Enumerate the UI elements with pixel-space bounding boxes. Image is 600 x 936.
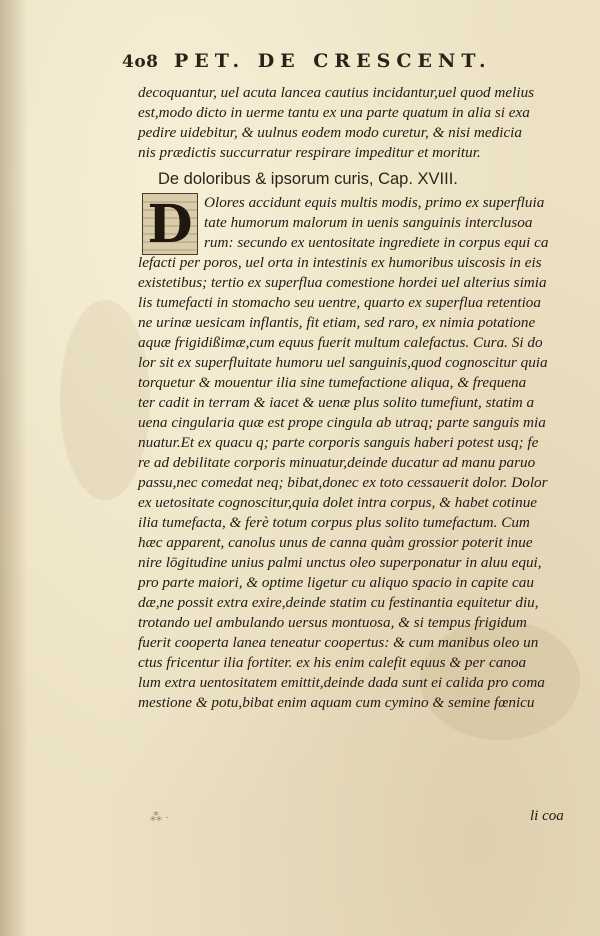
body-paragraph <box>138 253 596 713</box>
running-title: PET. DE CRESCENT. <box>174 50 492 72</box>
text-line: passu,nec comedat neq; bibat,donec ex toto cessauerit dolor. Dolor <box>138 474 548 491</box>
running-head <box>122 50 492 76</box>
catchword: li coa <box>530 808 564 824</box>
text-line: dæ,ne possit extra exire,deinde statim cu festinantia equitetur diu, <box>138 594 539 611</box>
text-line: re ad debilitate corporis minuatur,deinde ducatur ad manu paruo <box>138 454 536 471</box>
text-line: ilia tumefacta, & ferè totum corpus plus solito tumefactum. Cum <box>138 514 530 531</box>
text-line: hæc apparent, canolus unus de canna quàm grossior poterit inue <box>138 534 533 551</box>
text-line: fuerit cooperta lanea teneatur coopertus: & cum manibus oleo un <box>138 634 539 651</box>
printer-mark: ⁂ · <box>150 810 169 824</box>
text-line: ter cadit in terram & iacet & uenæ plus solito tumefiunt, statim a <box>138 394 535 411</box>
text-line: torquetur & mouentur ilia sine tumefactione aliqua, & frequena <box>138 374 527 391</box>
text-line: nire lōgitudine unius palmi unctus oleo superponatur in aluu equi, <box>138 554 542 571</box>
text-line: pro parte maiori, & optime ligetur cu aliquo spacio in capite cau <box>138 574 534 591</box>
text-line: nuatur.Et ex quacu q; parte corporis sanguis haberi potest usq; fe <box>138 434 539 451</box>
text-line: existetibus; tertio ex superflua comestione hordei uel alterius simia <box>138 274 547 291</box>
top-paragraph <box>138 83 590 163</box>
text-line: pedire uidebitur, & uulnus eodem modo curetur, & nisi medicia <box>138 124 522 141</box>
text-line: est,modo dicto in uerme tantu ex una parte quatum in alia si exa <box>138 104 530 121</box>
text-line: ne urinæ uesicam inflantis, fit etiam, sed raro, ex nimia potatione <box>138 314 536 331</box>
page-number: 4o8 <box>122 52 159 72</box>
text-line: nis prædictis succurratur respirare impeditur et moritur. <box>138 144 481 161</box>
text-line: uena cingularia quæ est prope cingula ab utraq; parte sanguis mia <box>138 414 546 431</box>
text-line: tate humorum malorum in uenis sanguinis interclusoa <box>204 214 533 231</box>
drop-cap-letter: D <box>147 194 193 255</box>
text-line: decoquantur, uel acuta lancea cautius incidantur,uel quod melius <box>138 84 535 101</box>
text-line: rum: secundo ex uentositate ingrediete in corpus equi ca <box>204 234 549 251</box>
text-line: mestione & potu,bibat enim aquam cum cymino & semine fœnicu <box>138 694 535 711</box>
text-line: lefacti per poros, uel orta in intestinis ex humoribus uiscosis in eis <box>138 254 542 271</box>
text-line: Olores accidunt equis multis modis, primo ex superfluia <box>204 194 545 211</box>
text-line: aquæ frigidißimæ,cum equus fuerit multum calefactus. Cura. Si do <box>138 334 543 351</box>
gutter-shadow <box>0 0 28 936</box>
text-line: lum extra uentositatem emittit,deinde dada sunt ei calida pro coma <box>138 674 545 691</box>
text-line: trotando uel ambulando uersus montuosa, & si tempus frigidum <box>138 614 527 631</box>
drop-cap-initial <box>142 193 198 255</box>
text-line: ctus fricentur ilia fortiter. ex his enim calefit equus & per canoa <box>138 654 527 671</box>
text-line: lor sit ex superfluitate humoru uel sanguinis,quod cognoscitur quia <box>138 354 548 371</box>
chapter-heading: De doloribus & ipsorum curis, Cap. XVIII. <box>158 170 458 188</box>
paper-stain <box>60 300 150 500</box>
text-line: ex uetositate cognoscitur,quia dolet intra corpus, & habet cotinue <box>138 494 538 511</box>
indented-paragraph <box>204 193 596 253</box>
text-line: lis tumefacti in stomacho seu uentre, quarto ex superflua retentioa <box>138 294 541 311</box>
